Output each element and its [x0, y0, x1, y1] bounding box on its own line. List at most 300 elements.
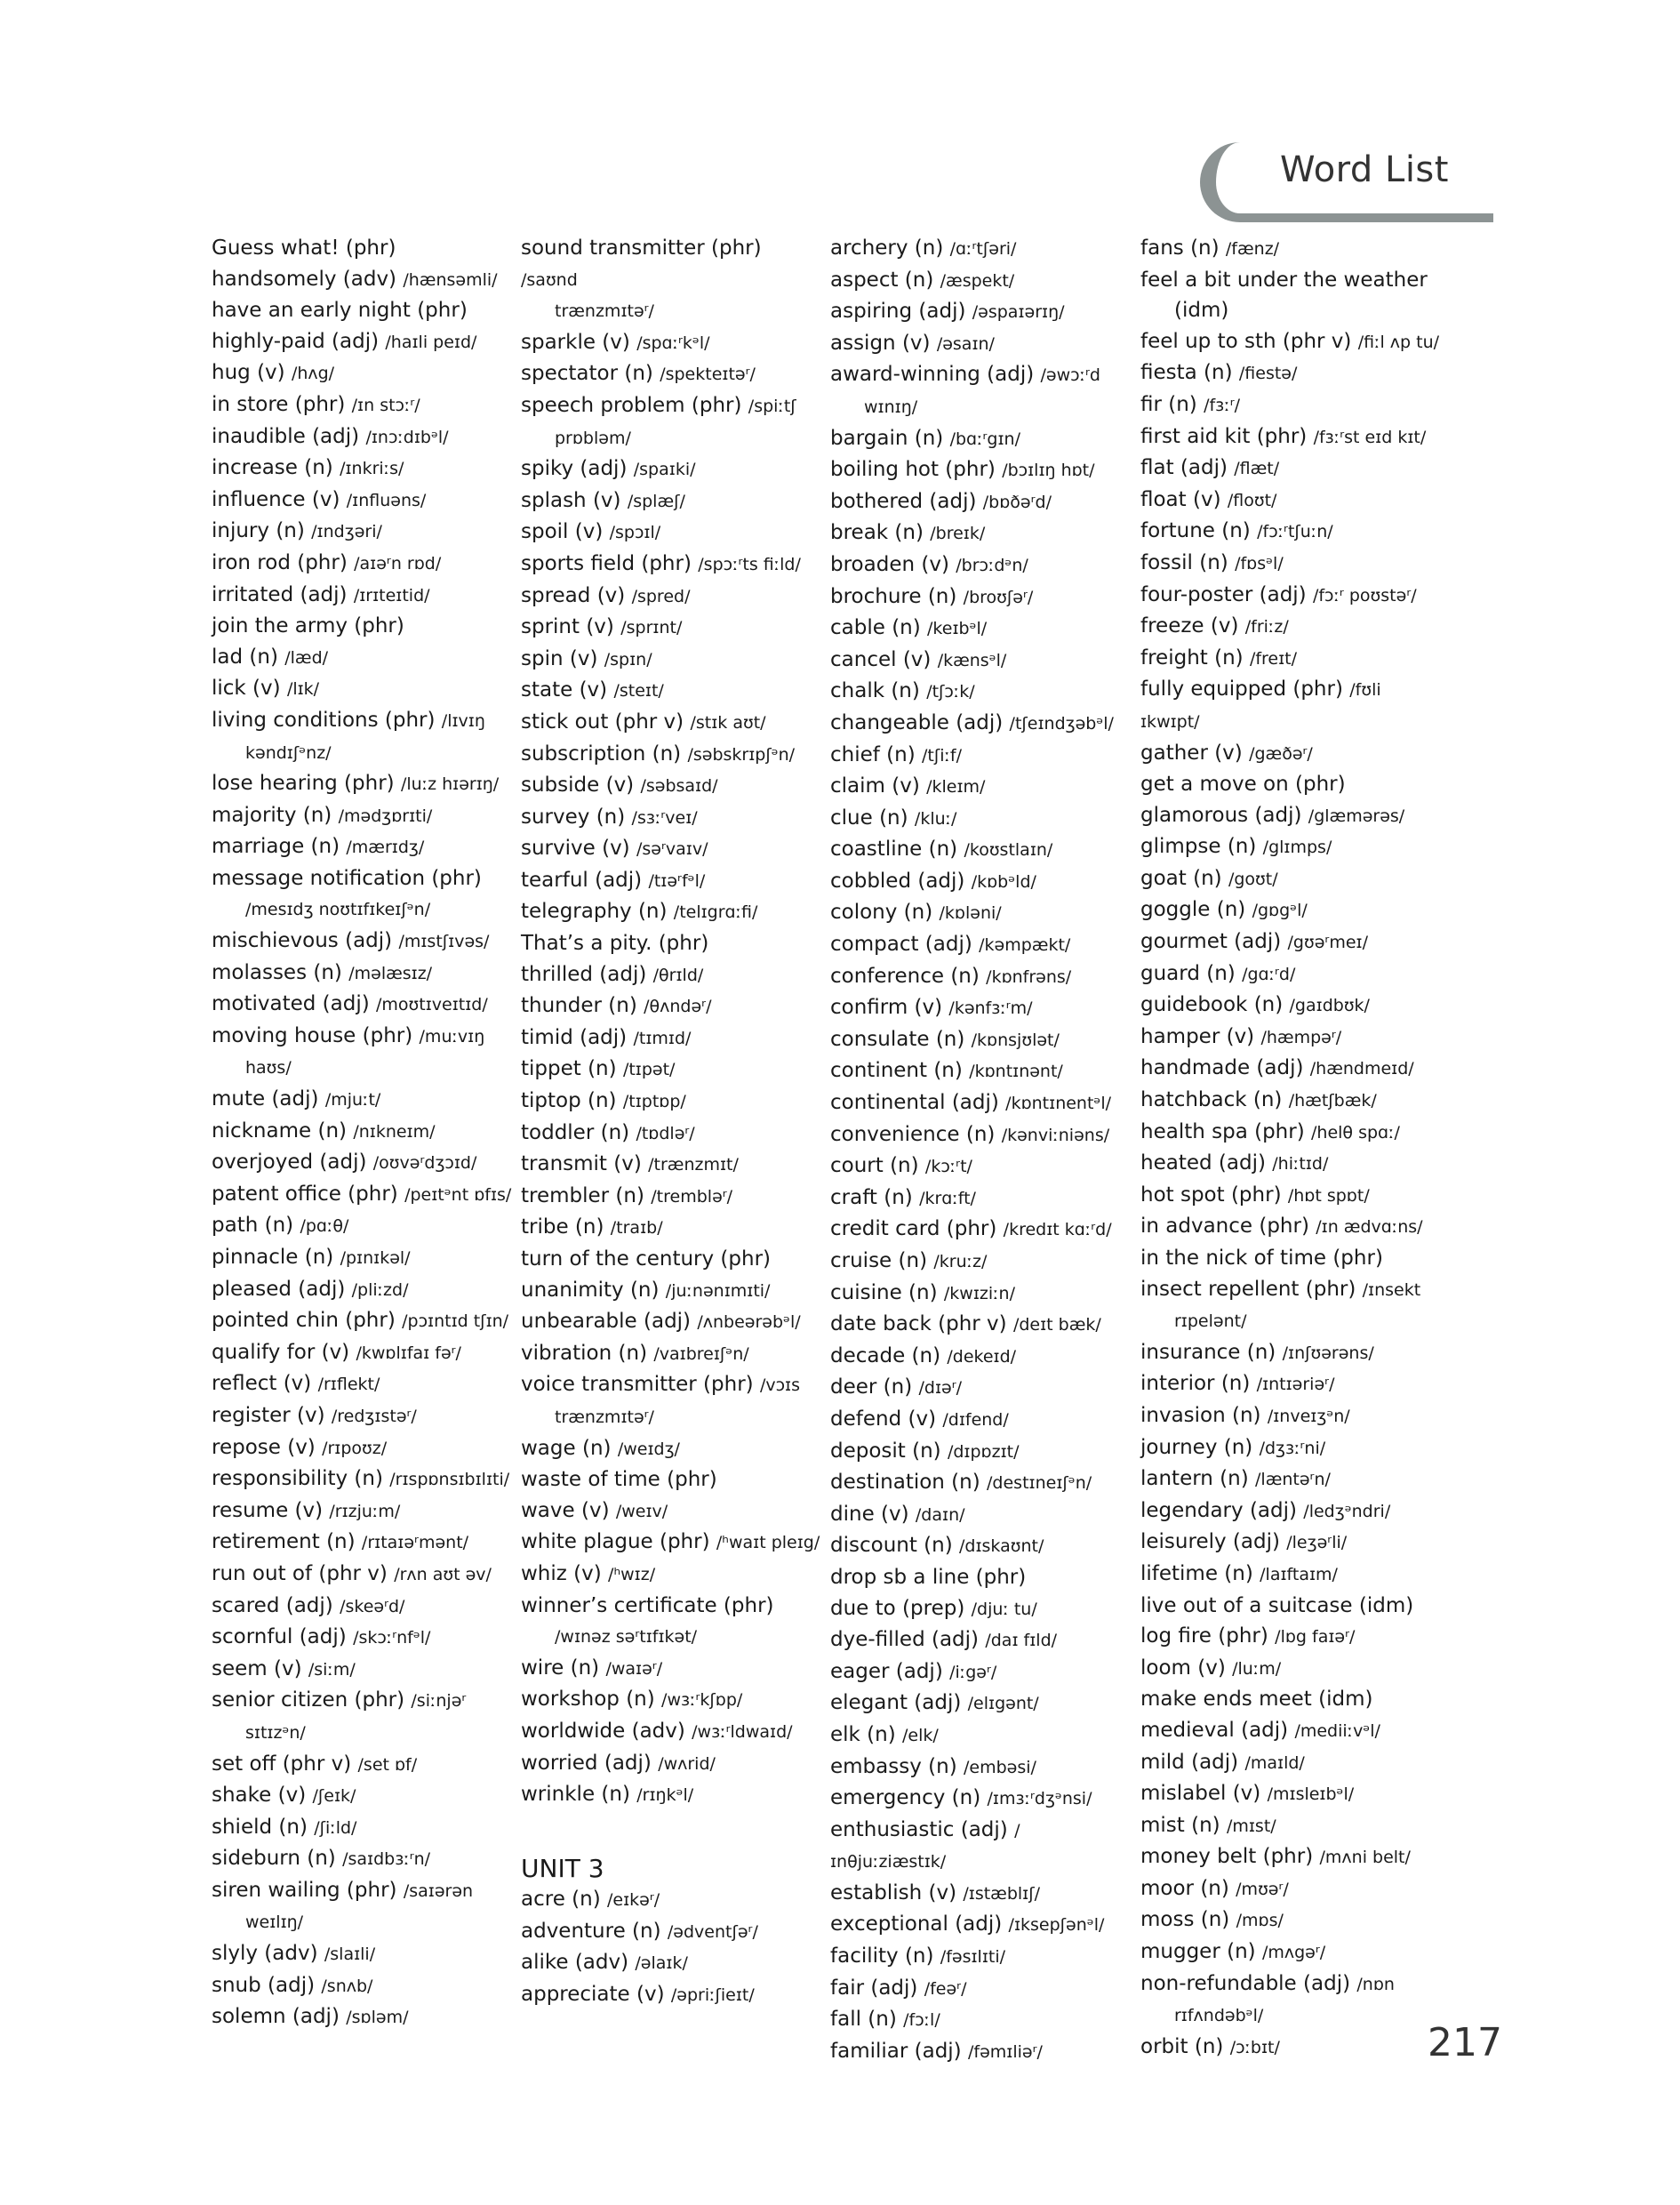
word-entry: [521, 1464, 823, 1495]
pronunciation: /nɒn: [1356, 1974, 1395, 1994]
pronunciation: /peɪtᵊnt ɒfɪs/: [404, 1184, 512, 1205]
pronunciation: /luːz hɪərɪŋ/: [400, 774, 500, 795]
pronunciation: /ʰwɪz/: [608, 1564, 656, 1584]
headword: qualify for (v): [212, 1340, 350, 1364]
headword: embassy (n): [830, 1754, 957, 1778]
word-entry: [521, 1181, 823, 1213]
headword: voice transmitter (phr): [521, 1373, 754, 1397]
headword: lose hearing (phr): [212, 772, 395, 796]
word-entry: [1140, 1400, 1443, 1432]
headword: iron rod (phr): [212, 550, 348, 574]
word-entry: [1140, 389, 1443, 421]
word-entry: [1140, 1495, 1443, 1527]
word-entry: [1140, 1117, 1443, 1149]
word-entry: [830, 265, 1132, 297]
pronunciation: /læntəʳn/: [1255, 1470, 1331, 1490]
word-entry: [1140, 1463, 1443, 1495]
word-entry-continuation: [521, 1621, 823, 1653]
pronunciation: /ɪnkriːs/: [340, 459, 404, 479]
word-entry: [1140, 1148, 1443, 1180]
headword: solemn (adj): [212, 2005, 340, 2029]
word-entry: [1140, 2032, 1443, 2064]
word-entry: [521, 1244, 823, 1275]
word-entry: [830, 581, 1132, 613]
word-entry: [212, 421, 514, 453]
pronunciation: /tʃeɪndʒəbᵊl/: [1009, 713, 1114, 734]
pronunciation: /glæmərəs/: [1308, 806, 1405, 826]
pronunciation: /helθ spɑː/: [1311, 1122, 1400, 1143]
pronunciation: /maɪld/: [1244, 1752, 1305, 1773]
pronunciation: /set ɒf/: [357, 1754, 418, 1775]
word-entry: [830, 328, 1132, 360]
word-entry: [1140, 1968, 1443, 2001]
word-entry: [212, 1179, 514, 1211]
pronunciation: /hʌg/: [291, 364, 335, 384]
word-entry: [1140, 265, 1443, 296]
word-entry: [830, 866, 1132, 898]
word-entry: [830, 1909, 1132, 1941]
pronunciation: /fɜːʳ/: [1204, 395, 1241, 415]
headword: clue (n): [830, 806, 908, 830]
word-entry: [1140, 580, 1443, 612]
word-entry: [830, 1530, 1132, 1562]
headword: convenience (n): [830, 1122, 996, 1146]
word-entry: [212, 768, 514, 800]
word-entry: [521, 1149, 823, 1181]
word-entry: [1140, 1621, 1443, 1653]
headword: craft (n): [830, 1185, 913, 1209]
headword: subscription (n): [521, 742, 682, 766]
word-entry: [1140, 453, 1443, 485]
word-entry: [1140, 769, 1443, 800]
word-entry: [830, 454, 1132, 486]
pronunciation: /ədventʃəʳ/: [667, 1921, 758, 1942]
pronunciation: /tʃɔːk/: [926, 682, 975, 702]
pronunciation: /fəmɪliəʳ/: [967, 2041, 1043, 2062]
pronunciation: /fəsɪlɪti/: [940, 1947, 1006, 1968]
headword: mild (adj): [1140, 1750, 1239, 1774]
word-entry: [212, 1337, 514, 1369]
pronunciation: /tɒdləʳ/: [636, 1123, 695, 1143]
word-entry: [212, 1559, 514, 1591]
word-entry: [830, 423, 1132, 455]
headword: fully equipped (phr): [1140, 678, 1343, 702]
pronunciation: /lɪvɪŋ: [441, 710, 485, 731]
word-entry-continuation: [212, 1906, 514, 1938]
headword: chief (n): [830, 742, 916, 766]
pronunciation: /vaɪbreɪʃᵊn/: [653, 1343, 749, 1364]
headword: acre (n): [521, 1888, 601, 1912]
headword: spectator (n): [521, 362, 653, 386]
headword: transmit (v): [521, 1152, 642, 1176]
headword: scared (adj): [212, 1593, 333, 1617]
pronunciation: /kɔːʳt/: [924, 1157, 972, 1177]
word-entry: [521, 1495, 823, 1527]
word-entry: [1140, 958, 1443, 990]
word-entry: [521, 453, 823, 485]
word-entry: [521, 1212, 823, 1244]
headword: elegant (adj): [830, 1691, 962, 1715]
pronunciation: /ɪnsekt: [1362, 1279, 1421, 1300]
headword: discount (n): [830, 1534, 953, 1558]
word-entry: [830, 549, 1132, 581]
word-entry: [212, 1970, 514, 2002]
word-entry: [830, 1151, 1132, 1183]
word-entry: [212, 926, 514, 958]
word-entry: [521, 358, 823, 390]
headword: due to (prep): [830, 1596, 965, 1620]
headword: unanimity (n): [521, 1278, 660, 1302]
pronunciation: /fænz/: [1225, 239, 1280, 259]
headword: lantern (n): [1140, 1467, 1249, 1491]
word-entry: [830, 1656, 1132, 1688]
word-entry: [1140, 1274, 1443, 1306]
headword: unbearable (adj): [521, 1310, 692, 1334]
headword: cobbled (adj): [830, 869, 965, 893]
word-entry: [1140, 548, 1443, 580]
pronunciation: /səbskrɪpʃᵊn/: [687, 744, 796, 765]
word-entry: [212, 580, 514, 612]
headword: moving house (phr): [212, 1023, 413, 1047]
headword: brochure (n): [830, 584, 957, 608]
pronunciation: /səbsaɪd/: [640, 776, 718, 797]
word-entry: [1140, 990, 1443, 1022]
word-entry: [212, 989, 514, 1021]
word-entry: [830, 1436, 1132, 1468]
pronunciation: /hændmeɪd/: [1309, 1059, 1414, 1079]
headword: consulate (n): [830, 1027, 965, 1051]
headword: retirement (n): [212, 1530, 356, 1554]
word-entry: [830, 517, 1132, 549]
pronunciation: /brɔːdᵊn/: [956, 555, 1028, 575]
pronunciation: /mediiːvᵊl/: [1294, 1720, 1380, 1741]
headword: familiar (adj): [830, 2039, 962, 2063]
pronunciation: /rɪflekt/: [317, 1375, 380, 1395]
headword: cruise (n): [830, 1249, 928, 1272]
headword: fall (n): [830, 2008, 897, 2032]
headword: Guess what! (phr): [212, 237, 396, 260]
word-entry: [521, 517, 823, 549]
headword: patent office (phr): [212, 1182, 398, 1206]
pronunciation: /dekeɪd/: [947, 1346, 1017, 1367]
pronunciation: /tɪpət/: [622, 1060, 676, 1080]
headword: trembler (n): [521, 1183, 644, 1207]
headword: broaden (v): [830, 552, 949, 576]
pronunciation: /əwɔːʳd: [1040, 365, 1100, 386]
headword: boiling hot (phr): [830, 458, 996, 482]
pronunciation: /ɪnʃʊərəns/: [1282, 1343, 1374, 1363]
word-entry: [1140, 1684, 1443, 1715]
word-entry: [212, 1591, 514, 1623]
pronunciation: /mærɪdʒ/: [346, 838, 425, 858]
word-entry: [830, 771, 1132, 803]
word-entry: [212, 516, 514, 548]
headword: mugger (n): [1140, 1940, 1256, 1964]
word-entry: [521, 770, 823, 802]
headword: That’s a pity. (phr): [521, 932, 709, 956]
pronunciation: /kænsᵊl/: [937, 650, 1007, 670]
word-entry: [212, 1368, 514, 1400]
pronunciation: /aɪəʳn rɒd/: [354, 553, 442, 573]
pronunciation: /splæʃ/: [627, 491, 685, 511]
pronunciation: /elk/: [902, 1725, 939, 1745]
headword: whiz (v): [521, 1561, 602, 1585]
word-entry: [1140, 674, 1443, 737]
word-entry: [830, 1720, 1132, 1752]
headword: spread (v): [521, 583, 626, 607]
headword: log fire (phr): [1140, 1624, 1268, 1648]
headword: conference (n): [830, 964, 980, 988]
headword: siren wailing (phr): [212, 1878, 397, 1902]
pronunciation: /ɪksepʃənᵊl/: [1008, 1915, 1105, 1936]
word-entry: [1140, 1747, 1443, 1779]
pronunciation: /iːgəʳ/: [949, 1662, 997, 1682]
pronunciation: /spɔɪl/: [609, 523, 661, 543]
headword: subside (v): [521, 774, 635, 798]
word-entry: [212, 1843, 514, 1875]
word-entry-continuation: [1140, 295, 1443, 326]
pronunciation: /broʊʃəʳ/: [963, 587, 1034, 607]
word-entry: [521, 1947, 823, 1979]
pronunciation: /feəʳ/: [924, 1978, 967, 1999]
pronunciation: /ledʒᵊndri/: [1303, 1501, 1391, 1521]
pronunciation: /rɪspɒnsɪbɪlɪti/: [389, 1470, 510, 1490]
headword: changeable (adj): [830, 710, 1004, 734]
headword: aspect (n): [830, 268, 934, 292]
headword: worried (adj): [521, 1751, 652, 1775]
pronunciation: /floʊt/: [1227, 490, 1277, 510]
pronunciation: /kənfɜːʳm/: [948, 998, 1033, 1019]
pronunciation: /daɪn/: [915, 1504, 965, 1525]
pronunciation: /kleɪm/: [926, 777, 986, 798]
pronunciation: /steɪt/: [613, 681, 664, 702]
headword: message notification (phr): [212, 866, 482, 890]
word-entry: [1140, 1211, 1443, 1243]
pronunciation: /redʒɪstəʳ/: [331, 1406, 417, 1426]
pronunciation: /ɔːbɪt/: [1229, 2037, 1280, 2057]
headword: get a move on (phr): [1140, 773, 1346, 797]
word-entry: [212, 1242, 514, 1274]
word-column-2: [521, 233, 823, 2011]
pronunciation: /hiːtɪd/: [1272, 1154, 1329, 1175]
word-entry: [212, 800, 514, 832]
pronunciation: /spekteɪtəʳ/: [660, 365, 756, 385]
word-entry: [521, 1916, 823, 1948]
headword: snub (adj): [212, 1973, 316, 1997]
pronunciation: /bɒðəʳd/: [982, 492, 1052, 512]
headword: eager (adj): [830, 1659, 943, 1683]
pronunciation: /ɪntɪəriəʳ/: [1256, 1375, 1335, 1395]
word-entry: [830, 1119, 1132, 1151]
headword: lad (n): [212, 645, 278, 669]
headword: make ends meet (idm): [1140, 1688, 1373, 1712]
pronunciation: trænzmɪtəʳ/: [555, 1407, 654, 1427]
word-entry: [212, 1780, 514, 1812]
headword: insect repellent (phr): [1140, 1277, 1356, 1301]
headword: spoil (v): [521, 520, 604, 544]
pronunciation: /əspaɪərɪŋ/: [972, 302, 1065, 323]
headword: invasion (n): [1140, 1403, 1261, 1427]
pronunciation: /rɪtaɪəʳmənt/: [361, 1533, 469, 1553]
pronunciation: /spiːtʃ: [748, 396, 796, 416]
headword: tippet (n): [521, 1057, 617, 1081]
pronunciation: /gæðəʳ/: [1249, 743, 1313, 764]
word-entry: [830, 1341, 1132, 1373]
pronunciation: /tɪəʳfᵊl/: [648, 870, 706, 891]
word-entry: [521, 865, 823, 897]
pronunciation: /θʌndəʳ/: [644, 997, 712, 1017]
section-spacer: [521, 1811, 823, 1854]
pronunciation: /wʌrid/: [658, 1753, 716, 1774]
word-entry: [830, 296, 1132, 328]
headword: confirm (v): [830, 996, 943, 1020]
headword: path (n): [212, 1214, 294, 1238]
word-entry: [1140, 611, 1443, 643]
pronunciation: /spaɪki/: [633, 460, 696, 480]
pronunciation: /kɒntɪnənt/: [969, 1062, 1063, 1082]
word-entry: [212, 1274, 514, 1306]
word-entry: [830, 645, 1132, 677]
word-entry: [1140, 926, 1443, 958]
headword: coastline (n): [830, 838, 958, 862]
unit-heading: UNIT 3: [521, 1853, 604, 1883]
word-entry: [830, 1183, 1132, 1215]
word-entry: [521, 896, 823, 928]
pronunciation: /fɔːʳtʃuːn/: [1257, 522, 1333, 542]
pronunciation: wɪnɪŋ/: [864, 397, 918, 417]
headword: thrilled (adj): [521, 962, 647, 986]
headword: alike (adv): [521, 1951, 629, 1975]
word-entry: [521, 990, 823, 1022]
pronunciation: weɪlɪŋ/: [245, 1912, 304, 1933]
word-entry: [212, 453, 514, 485]
headword: goat (n): [1140, 866, 1222, 890]
headword: bothered (adj): [830, 489, 977, 513]
word-entry: [521, 802, 823, 834]
headword: lifetime (n): [1140, 1561, 1253, 1585]
word-entry: [830, 676, 1132, 708]
headword: moor (n): [1140, 1876, 1229, 1900]
headword: medieval (adj): [1140, 1718, 1289, 1742]
pronunciation: /mjuːt/: [324, 1090, 381, 1111]
headword: sparkle (v): [521, 330, 630, 354]
pronunciation: /ɑːʳtʃəri/: [949, 239, 1017, 259]
word-entry: [830, 1278, 1132, 1310]
headword: fiesta (n): [1140, 361, 1233, 385]
headword: splash (v): [521, 488, 621, 512]
word-entry: [1140, 357, 1443, 389]
pronunciation: /wɜːʳldwaɪd/: [692, 1721, 793, 1742]
word-entry: [1140, 1022, 1443, 1054]
word-entry: [830, 1214, 1132, 1246]
word-entry: [830, 2004, 1132, 2036]
pronunciation: trænzmɪtəʳ/: [555, 301, 654, 322]
word-entry: [212, 485, 514, 517]
word-entry: [212, 831, 514, 863]
headword: deer (n): [830, 1375, 913, 1399]
headword: sprint (v): [521, 615, 614, 639]
headword: live out of a suitcase (idm): [1140, 1593, 1414, 1617]
pronunciation: /sɜːʳveɪ/: [631, 807, 698, 828]
pronunciation: /snʌb/: [321, 1976, 373, 1996]
pronunciation: /rɪzjuːm/: [329, 1501, 401, 1521]
headword: thunder (n): [521, 994, 637, 1018]
word-entry: [1140, 1778, 1443, 1810]
pronunciation: /pliːzd/: [351, 1279, 409, 1300]
pronunciation: /læd/: [284, 647, 329, 668]
word-entry: [521, 1559, 823, 1591]
pronunciation: /hænsəmli/: [403, 269, 498, 290]
pronunciation: /kɒbᵊld/: [971, 871, 1036, 892]
headword: influence (v): [212, 487, 340, 511]
pronunciation: /destɪneɪʃᵊn/: [987, 1473, 1092, 1494]
headword: legendary (adj): [1140, 1498, 1297, 1522]
headword: in the nick of time (phr): [1140, 1247, 1383, 1270]
word-entry: [521, 928, 823, 959]
word-entry: [521, 1086, 823, 1118]
pronunciation: rɪfʌndəbᵊl/: [1174, 2006, 1264, 2026]
word-entry: [521, 1884, 823, 1916]
pronunciation: /oʊvəʳdʒɔɪd/: [372, 1153, 477, 1174]
word-entry: [1140, 1591, 1443, 1622]
word-entry: [521, 959, 823, 991]
headword: heated (adj): [1140, 1151, 1266, 1175]
headword: in advance (phr): [1140, 1215, 1309, 1239]
pronunciation: /bɑːʳgɪn/: [949, 429, 1020, 449]
pronunciation: /θrɪld/: [652, 965, 704, 985]
word-entry: [1140, 233, 1443, 265]
headword: handmade (adj): [1140, 1056, 1304, 1080]
word-entry: [1140, 863, 1443, 895]
headword: fortune (n): [1140, 519, 1251, 543]
headword: shield (n): [212, 1815, 308, 1839]
pronunciation: /fiestə/: [1238, 364, 1298, 384]
pronunciation: /rʌn aʊt əv/: [394, 1564, 492, 1584]
pronunciation: /gɒgᵊl/: [1252, 901, 1308, 921]
headword: seem (v): [212, 1656, 302, 1680]
word-entry: [1140, 421, 1443, 453]
word-entry: [830, 486, 1132, 518]
word-entry: [830, 929, 1132, 961]
word-entry: [212, 389, 514, 421]
word-entry: [521, 1779, 823, 1811]
headword: mute (adj): [212, 1087, 319, 1111]
headword: worldwide (adv): [521, 1719, 685, 1743]
pronunciation: /traɪb/: [610, 1218, 663, 1239]
headword: cable (n): [830, 616, 921, 640]
pronunciation: /ɪnθjuːziæstɪk/: [830, 1820, 1020, 1872]
word-entry: [212, 642, 514, 674]
word-entry: [521, 833, 823, 865]
word-entry: [1140, 1653, 1443, 1685]
word-entry-continuation: [212, 1717, 514, 1749]
pronunciation: /əlaɪk/: [635, 1953, 688, 1974]
word-entry: [830, 613, 1132, 645]
headword: non-refundable (adj): [1140, 1971, 1351, 1995]
word-entry: [521, 644, 823, 676]
headword: slyly (adv): [212, 1942, 318, 1966]
word-entry: [1140, 1936, 1443, 1968]
headword: insurance (n): [1140, 1340, 1276, 1364]
word-entry: [212, 1116, 514, 1148]
word-entry: [521, 1591, 823, 1622]
word-entry: [212, 1495, 514, 1527]
word-entry: [521, 612, 823, 644]
pronunciation: /friːz/: [1244, 617, 1289, 637]
pronunciation: /məlæsɪz/: [348, 963, 433, 983]
pronunciation: /kruːz/: [933, 1252, 988, 1271]
word-entry: [1140, 1873, 1443, 1905]
